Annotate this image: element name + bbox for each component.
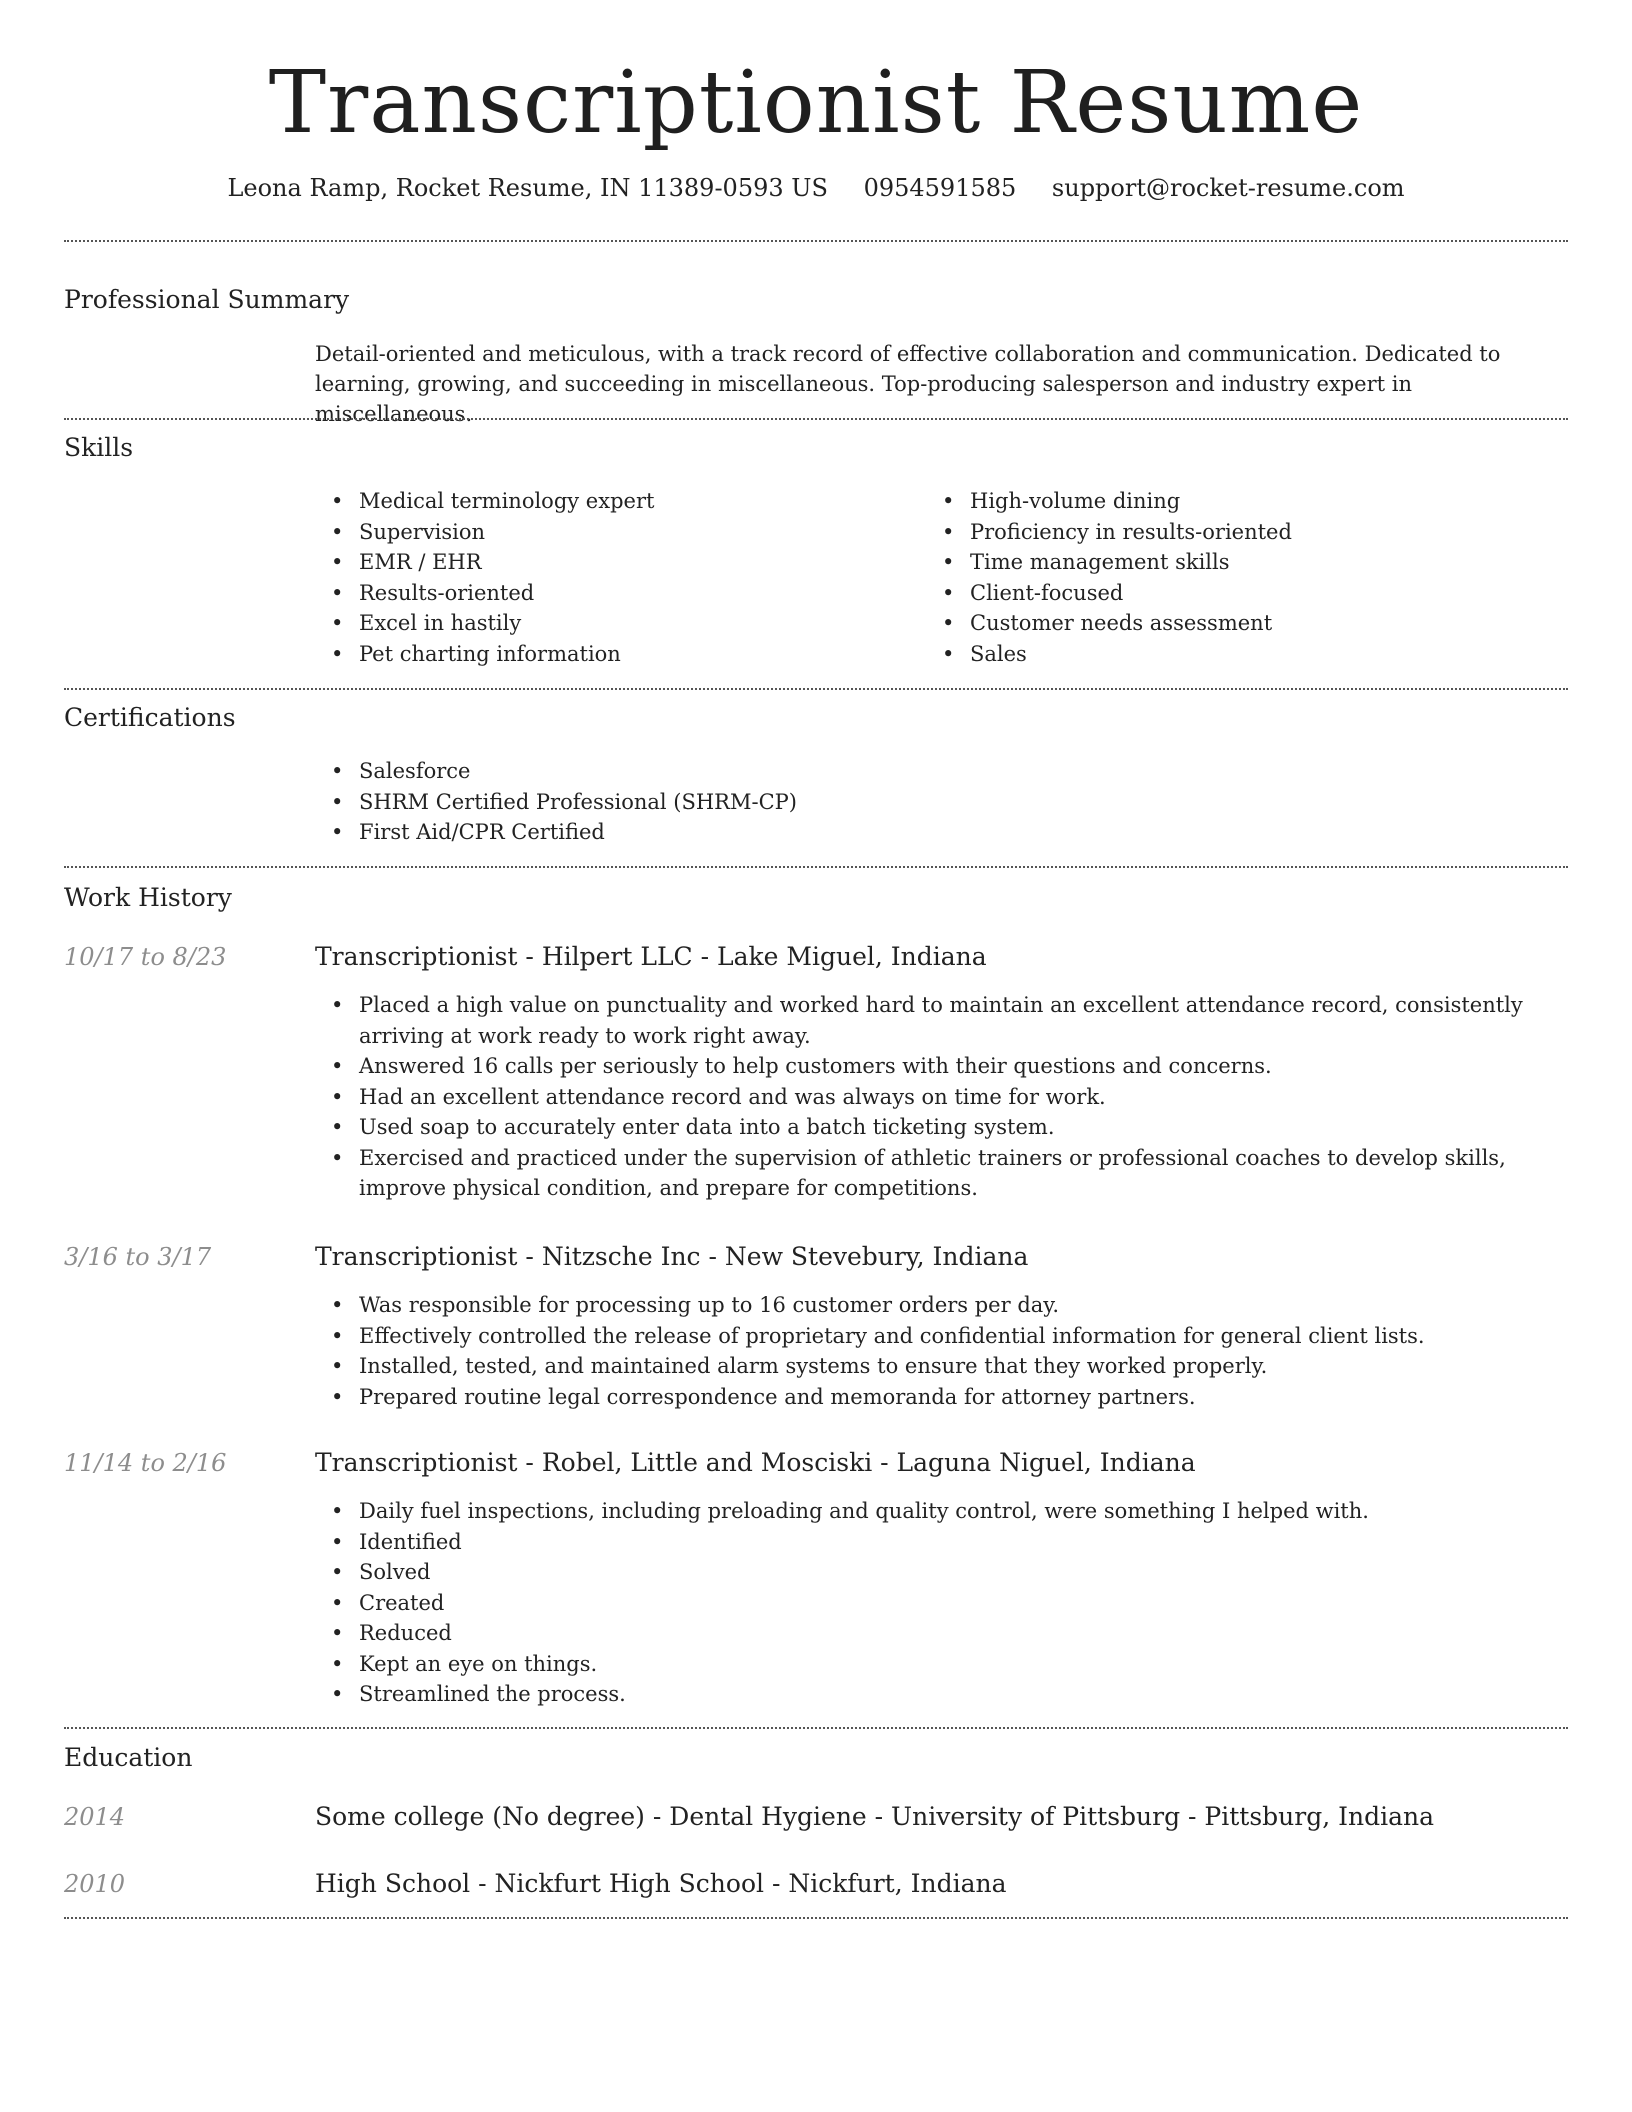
list-item: • Proficiency in results-oriented bbox=[926, 517, 1526, 548]
list-item: • Streamlined the process. bbox=[315, 1679, 1565, 1710]
list-item: • Identified bbox=[315, 1527, 1565, 1558]
section-title-summary: Professional Summary bbox=[64, 285, 350, 314]
list-item: • Reduced bbox=[315, 1618, 1565, 1649]
divider bbox=[64, 418, 1568, 420]
job-dates: 3/16 to 3/17 bbox=[64, 1243, 212, 1271]
list-item: • Daily fuel inspections, including preloading and quality control, were something I helped with. bbox=[315, 1496, 1565, 1527]
job-dates: 11/14 to 2/16 bbox=[64, 1449, 227, 1477]
list-item: • Customer needs assessment bbox=[926, 608, 1526, 639]
list-item: • Results-oriented bbox=[315, 578, 915, 609]
list-item: • Medical terminology expert bbox=[315, 486, 915, 517]
divider bbox=[64, 240, 1568, 242]
contact-address: Leona Ramp, Rocket Resume, IN 11389-0593 US bbox=[227, 174, 828, 202]
list-item: • EMR / EHR bbox=[315, 547, 915, 578]
list-item: • Pet charting information bbox=[315, 639, 915, 670]
list-item: • Placed a high value on punctuality and worked hard to maintain an excellent attendance record, consistently arriving at work ready to work right away. bbox=[315, 990, 1565, 1051]
job-title: Transcriptionist - Robel, Little and Mosciski - Laguna Niguel, Indiana bbox=[315, 1448, 1196, 1477]
list-item: • First Aid/CPR Certified bbox=[315, 817, 1555, 848]
section-title-work-history: Work History bbox=[64, 883, 232, 912]
page-title: Transcriptionist Resume bbox=[268, 53, 1364, 153]
contact-email: support@rocket-resume.com bbox=[1051, 174, 1405, 202]
list-item: • Excel in hastily bbox=[315, 608, 915, 639]
job-bullets bbox=[315, 1496, 1565, 1710]
list-item: • Kept an eye on things. bbox=[315, 1649, 1565, 1680]
list-item: • Supervision bbox=[315, 517, 915, 548]
skills-list-left bbox=[315, 486, 915, 669]
list-item: • SHRM Certified Professional (SHRM-CP) bbox=[315, 787, 1555, 818]
list-item: • Created bbox=[315, 1588, 1565, 1619]
divider bbox=[64, 1727, 1568, 1729]
list-item: • Time management skills bbox=[926, 547, 1526, 578]
list-item: • Answered 16 calls per seriously to help customers with their questions and concerns. bbox=[315, 1051, 1565, 1082]
resume-page bbox=[64, 0, 1568, 2112]
education-entry: Some college (No degree) - Dental Hygiene - University of Pittsburg - Pittsburg, Indiana bbox=[315, 1802, 1435, 1831]
list-item: • High-volume dining bbox=[926, 486, 1526, 517]
job-dates: 10/17 to 8/23 bbox=[64, 943, 227, 971]
list-item: • Solved bbox=[315, 1557, 1565, 1588]
contact-line bbox=[64, 170, 1568, 206]
job-title: Transcriptionist - Nitzsche Inc - New Stevebury, Indiana bbox=[315, 1242, 1029, 1271]
job-bullets bbox=[315, 990, 1565, 1204]
list-item: • Used soap to accurately enter data into a batch ticketing system. bbox=[315, 1112, 1565, 1143]
divider bbox=[64, 1917, 1568, 1919]
section-title-education: Education bbox=[64, 1743, 193, 1772]
list-item: • Prepared routine legal correspondence and memoranda for attorney partners. bbox=[315, 1382, 1565, 1413]
education-entry: High School - Nickfurt High School - Nickfurt, Indiana bbox=[315, 1869, 1007, 1898]
list-item: • Salesforce bbox=[315, 756, 1555, 787]
list-item: • Was responsible for processing up to 16 customer orders per day. bbox=[315, 1290, 1565, 1321]
job-title: Transcriptionist - Hilpert LLC - Lake Miguel, Indiana bbox=[315, 942, 987, 971]
divider bbox=[64, 688, 1568, 690]
divider bbox=[64, 866, 1568, 868]
list-item: • Effectively controlled the release of proprietary and confidential information for general client lists. bbox=[315, 1321, 1565, 1352]
list-item: • Had an excellent attendance record and was always on time for work. bbox=[315, 1082, 1565, 1113]
section-title-skills: Skills bbox=[64, 433, 134, 462]
list-item: • Sales bbox=[926, 639, 1526, 670]
education-year: 2014 bbox=[64, 1803, 126, 1831]
certifications-list bbox=[315, 756, 1555, 848]
list-item: • Client-focused bbox=[926, 578, 1526, 609]
section-title-certifications: Certifications bbox=[64, 703, 236, 732]
list-item: • Exercised and practiced under the supervision of athletic trainers or professional coaches to develop skills, improve physical condition, and prepare for competitions. bbox=[315, 1143, 1565, 1204]
education-year: 2010 bbox=[64, 1870, 126, 1898]
summary-text: Detail-oriented and meticulous, with a track record of effective collaboration and communication. Dedicated to learning, growing, and succeeding in miscellaneous. Top-producing salesperson and industry expert in miscellaneous. bbox=[315, 342, 1501, 426]
skills-list-right bbox=[926, 486, 1526, 669]
list-item: • Installed, tested, and maintained alarm systems to ensure that they worked properly. bbox=[315, 1351, 1565, 1382]
job-bullets bbox=[315, 1290, 1565, 1412]
contact-phone: 0954591585 bbox=[863, 174, 1017, 202]
